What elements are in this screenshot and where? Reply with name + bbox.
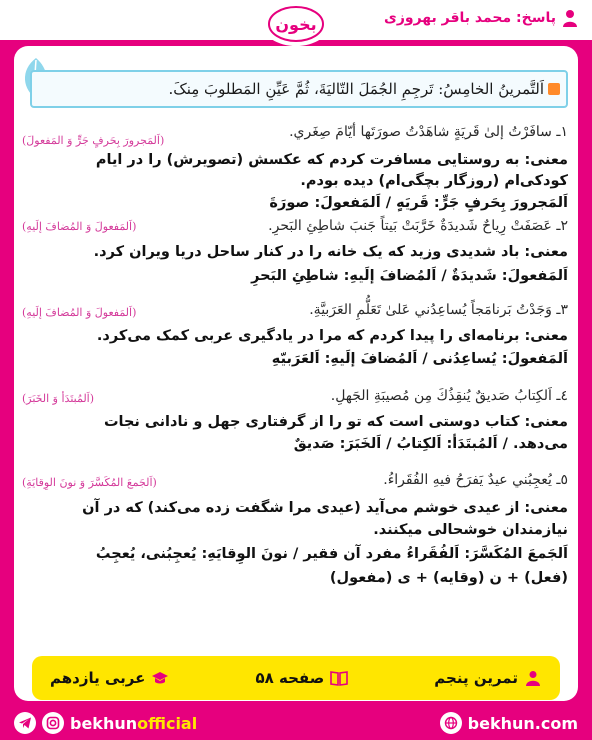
question-1: ١ـ سافَرْتُ إلیٰ قَریَةٍ شاهَدْتُ صورَتَها أیّامَ صِغَري. [289, 124, 568, 140]
social-handle-suffix: official [137, 713, 198, 733]
website-text: bekhun.com [467, 713, 578, 733]
answer-5-line-1: معنی: از عیدی خوشم می‌آید (عیدی مرا شگفت زده می‌کند) که در آن [82, 500, 568, 516]
question-1-tag: (اَلمَجرورَ بِحَرفٍ جَرٍّ وَ المَفعولَ) [22, 134, 165, 147]
exercise-title-text: اَلتَّمرینُ الخامِسُ: تَرجِمِ الجُمَلَ التّالیَةَ، ثُمَّ عَیِّنِ المَطلوبَ مِنکَ. [168, 80, 544, 98]
answer-5-line-2: نیازمندان خوشحالی میکنند. [373, 522, 568, 538]
answer-1-line-2: کودکی‌ام (روزگار بچگی‌ام) دیده بودم. [300, 173, 568, 189]
telegram-icon [14, 712, 36, 734]
globe-icon [440, 712, 462, 734]
user-icon [562, 9, 578, 27]
title-marker [548, 83, 560, 95]
page-label [255, 669, 348, 687]
social-handle[interactable] [14, 712, 197, 734]
website-link[interactable] [440, 712, 578, 734]
exercise-title [30, 70, 568, 108]
question-4: ٤ـ اَلکِتابُ صَدیقٌ یُنقِذُكَ مِن مُصیبَةِ الجَهلِ. [330, 388, 568, 404]
answer-4-line-1: معنی: کتاب دوستی است که تو را از گرفتاری جهل و نادانی نجات [103, 414, 568, 430]
question-3: ٣ـ وَجَدْتُ بَرنامَجاً یُساعِدُني عَلیٰ تَعَلُّمِ العَرَبیَّةِ. [309, 302, 568, 318]
exercise-text: تمرین پنجم [434, 669, 518, 687]
question-3-tag: (اَلمَفعولَ وَ المُضافَ إلَیهِ) [22, 306, 137, 319]
graduation-cap-icon [151, 670, 169, 686]
answer-3-line-1: معنی: برنامه‌ای را پیدا کردم که مرا در یادگیری عربی کمک می‌کرد. [96, 328, 568, 344]
answer-5-line-3: اَلجَمعَ المُکَسَّرَ: اَلفُقَراءُ مفرد آن فقیر / نونَ الوِقایَهِ: یُعجِبُنی، یُعجِبُ [95, 546, 568, 562]
instagram-icon [42, 712, 64, 734]
question-2: ٢ـ عَصَفَتْ رِیاحٌ شَدیدَةٌ خَرَّبَتْ بَیتاً جَنبَ شاطِئِ البَحرِ. [268, 218, 568, 234]
exercise-content [22, 116, 568, 646]
answer-2-line-1: معنی: باد شدیدی وزید که یک خانه را در کنار ساحل دریا ویران کرد. [93, 244, 568, 260]
answer-credit [384, 9, 578, 27]
user-icon [524, 670, 542, 686]
page-text: صفحه ۵۸ [255, 669, 325, 687]
subject-text: عربی یازدهم [50, 669, 146, 687]
lesson-info-bar [32, 656, 560, 700]
answer-3-line-2: اَلمَفعولَ: یُساعِدُنی / اَلمُضافَ إلَیهِ: اَلعَرَبیّهِ [271, 351, 568, 367]
answer-1-line-3: اَلمَجرورَ بِحَرفٍ جَرٍّ: قَریَهٍ / اَلمَفعولَ: صورَةَ [269, 195, 568, 211]
answer-2-line-2: اَلمَفعولَ: شَدیدَةٌ / اَلمُضافَ إلَیهِ: شاطِئِ البَحرِ [251, 268, 568, 284]
question-4-tag: (اَلمُبتَدَأ وَ الخَبَرَ) [22, 392, 95, 405]
answer-4-line-2: می‌دهد. / اَلمُبتَدَأ: اَلکِتابُ / اَلخَبَرَ: صَدیقٌ [293, 436, 568, 452]
footer [0, 706, 592, 740]
answer-5-line-4: (فعل) + ن (وقایه) + ی (مفعول) [329, 570, 568, 586]
answer-label: پاسخ: محمد باقر بهروزی [383, 10, 556, 26]
subject-label [50, 669, 169, 687]
question-5-tag: (اَلجَمعَ المُکَسَّرَ وَ نونَ الوِقایَةِ) [22, 476, 157, 489]
answer-1-line-1: معنی: به روستایی مسافرت کردم که عکسش (تصویرش) را در ایام [95, 152, 568, 168]
social-handle-prefix: bekhun [70, 713, 138, 733]
logo-text: بخون [275, 15, 317, 34]
question-2-tag: (اَلمَفعولَ وَ المُضافَ إلَیهِ) [22, 220, 137, 233]
question-5: ٥ـ یُعجِبُني عیدٌ یَفرَحُ فیهِ الفُقَراءُ. [383, 472, 568, 488]
logo-mark [266, 4, 326, 44]
book-icon [330, 670, 348, 686]
bekhun-logo [262, 2, 330, 46]
exercise-label [434, 669, 542, 687]
